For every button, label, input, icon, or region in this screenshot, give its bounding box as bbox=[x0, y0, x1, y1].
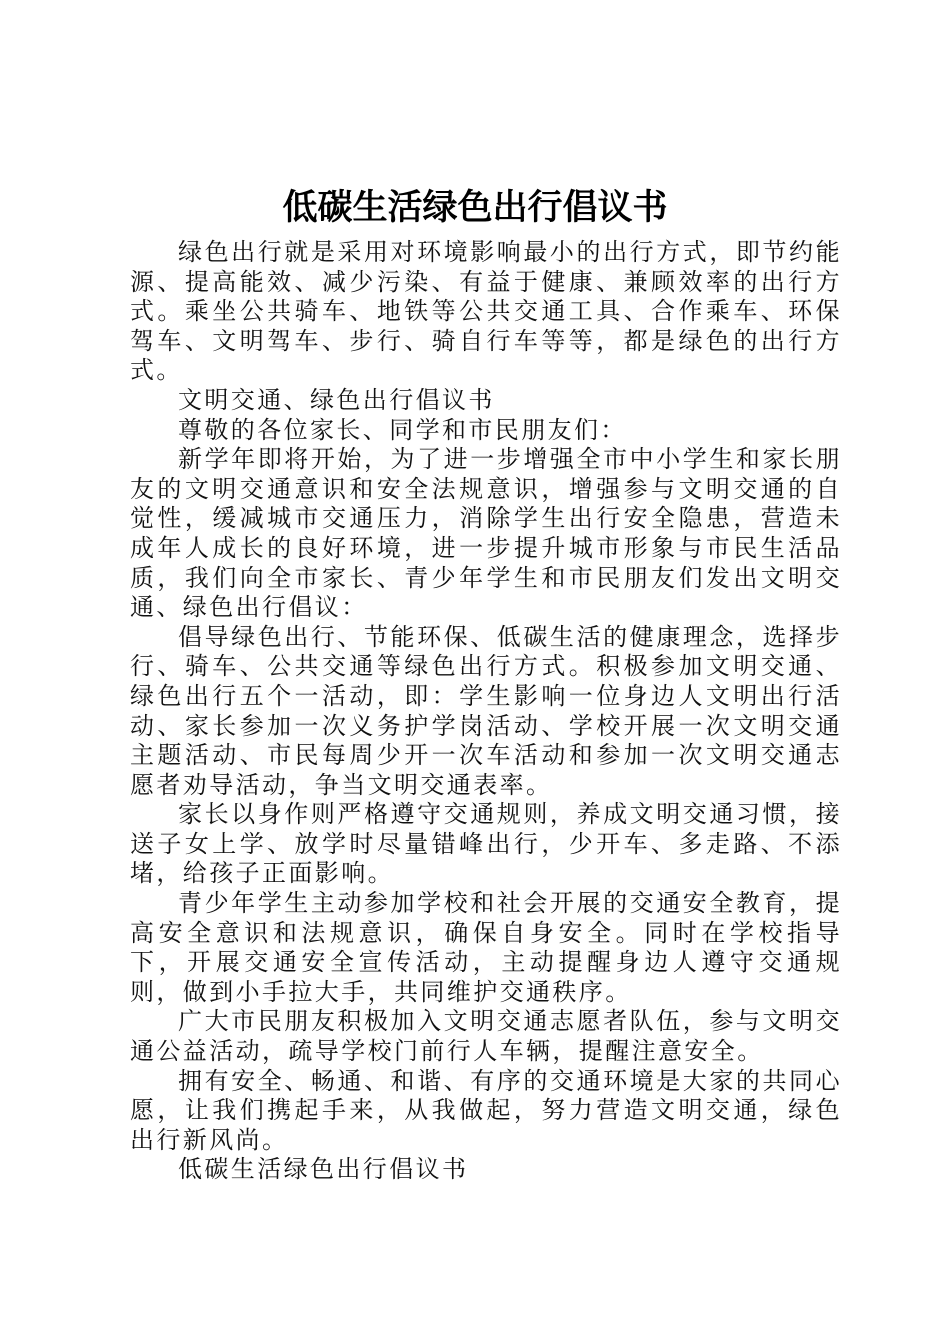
paragraph-intro: 绿色出行就是采用对环境影响最小的出行方式，即节约能源、提高能效、减少污染、有益于健康、兼顾效率的出行方式。乘坐公共骑车、地铁等公共交通工具、合作乘车、环保驾车、文明驾车、步行、骑自行车等等，都是绿色的出行方式。 bbox=[130, 238, 842, 385]
document-body bbox=[130, 238, 842, 1185]
paragraph-citizens: 广大市民朋友积极加入文明交通志愿者队伍，参与文明交通公益活动，疏导学校门前行人车辆，提醒注意安全。 bbox=[130, 1007, 842, 1066]
paragraph-advocacy: 倡导绿色出行、节能环保、低碳生活的健康理念，选择步行、骑车、公共交通等绿色出行方式。积极参加文明交通、绿色出行五个一活动，即：学生影响一位身边人文明出行活动、家长参加一次义务护学岗活动、学校开展一次文明交通主题活动、市民每周少开一次车活动和参加一次文明交通志愿者劝导活动，争当文明交通表率。 bbox=[130, 622, 842, 799]
paragraph-closing: 拥有安全、畅通、和谐、有序的交通环境是大家的共同心愿，让我们携起手来，从我做起，努力营造文明交通，绿色出行新风尚。 bbox=[130, 1066, 842, 1154]
paragraph-footer-title: 低碳生活绿色出行倡议书 bbox=[178, 1155, 469, 1184]
paragraph-salutation: 尊敬的各位家长、同学和市民朋友们： bbox=[178, 415, 627, 444]
document-title: 低碳生活绿色出行倡议书 bbox=[282, 188, 668, 228]
paragraph-opening: 新学年即将开始，为了进一步增强全市中小学生和家长朋友的文明交通意识和安全法规意识，增强参与文明交通的自觉性，缓减城市交通压力，消除学生出行安全隐患，营造未成年人成长的良好环境，进一步提升城市形象与市民生活品质，我们向全市家长、青少年学生和市民朋友们发出文明交通、绿色出行倡议： bbox=[130, 445, 842, 622]
paragraph-subtitle: 文明交通、绿色出行倡议书 bbox=[178, 385, 495, 414]
paragraph-students: 青少年学生主动参加学校和社会开展的交通安全教育，提高安全意识和法规意识，确保自身安全。同时在学校指导下，开展交通安全宣传活动，主动提醒身边人遵守交通规则，做到小手拉大手，共同维护交通秩序。 bbox=[130, 889, 842, 1006]
paragraph-parents: 家长以身作则严格遵守交通规则，养成文明交通习惯，接送子女上学、放学时尽量错峰出行，少开车、多走路、不添堵，给孩子正面影响。 bbox=[130, 800, 842, 888]
